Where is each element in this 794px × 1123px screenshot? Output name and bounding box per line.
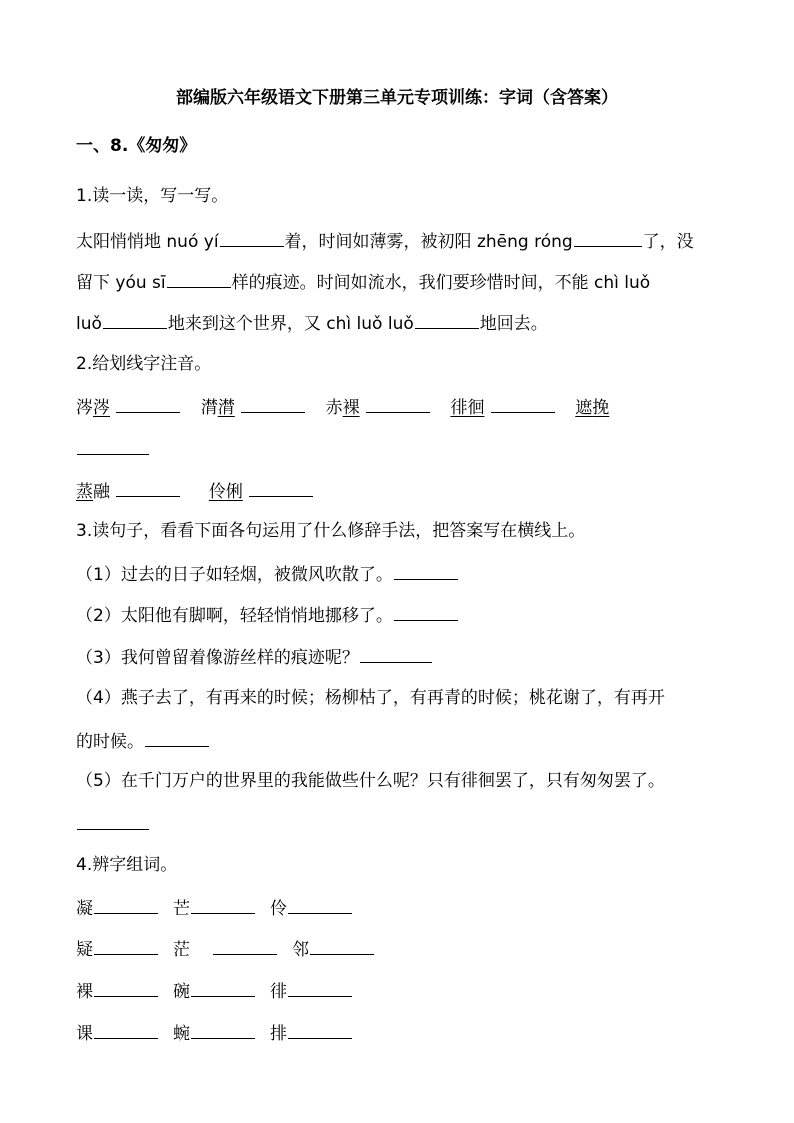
q1-line-2: 留下 yóu sī 样的痕迹。时间如流水，我们要珍惜时间，不能 chì luǒ bbox=[76, 269, 650, 295]
q3-sentence-1: （1）过去的日子如轻烟，被微风吹散了。 bbox=[76, 561, 459, 587]
word-2: 潸潸 bbox=[200, 398, 235, 418]
answer-blank[interactable] bbox=[94, 1020, 158, 1039]
answer-blank[interactable] bbox=[288, 1020, 352, 1039]
q3-sentence-5: （5）在千门万户的世界里的我能做些什么呢？只有徘徊罢了，只有匆匆罢了。 bbox=[76, 771, 665, 791]
answer-blank[interactable] bbox=[77, 436, 149, 455]
answer-blank[interactable] bbox=[116, 394, 180, 413]
answer-blank[interactable] bbox=[366, 394, 430, 413]
q1-line-3: luǒ 地来到这个世界，又 chì luǒ luǒ 地回去。 bbox=[76, 310, 548, 336]
answer-blank[interactable] bbox=[191, 1020, 255, 1039]
answer-blank[interactable] bbox=[145, 728, 209, 747]
word-6: 蒸融 bbox=[76, 482, 110, 502]
answer-blank[interactable] bbox=[394, 602, 458, 621]
q4-row-2: 疑 茫 邻 bbox=[76, 936, 375, 962]
word-1: 涔涔 bbox=[76, 398, 110, 418]
answer-blank[interactable] bbox=[191, 895, 255, 914]
q4-heading: 4.辨字组词。 bbox=[76, 855, 178, 875]
answer-blank[interactable] bbox=[116, 478, 180, 497]
q1-heading: 1.读一读，写一写。 bbox=[76, 186, 229, 206]
answer-blank[interactable] bbox=[167, 269, 231, 288]
q2-line-1 bbox=[76, 394, 609, 420]
section-heading: 一、8.《匆匆》 bbox=[76, 136, 197, 156]
q3-sentence-4b: 的时候。 bbox=[76, 728, 210, 754]
answer-blank[interactable] bbox=[191, 978, 255, 997]
q4-row-3: 裸 碗 徘 bbox=[76, 978, 353, 1004]
q4-row-1: 凝 芒 伶 bbox=[76, 895, 353, 921]
q2-line-2 bbox=[76, 436, 150, 462]
answer-blank[interactable] bbox=[249, 478, 313, 497]
page-title: 部编版六年级语文下册第三单元专项训练：字词（含答案） bbox=[176, 88, 618, 108]
q3-sentence-3: （3）我何曾留着像游丝样的痕迹呢？ bbox=[76, 644, 433, 670]
q3-sentence-5-blank bbox=[76, 811, 150, 837]
answer-blank[interactable] bbox=[394, 561, 458, 580]
answer-blank[interactable] bbox=[288, 978, 352, 997]
q2-line-3 bbox=[76, 478, 314, 504]
q1-line-1: 太阳悄悄地 nuó yí 着，时间如薄雾，被初阳 zhēng róng 了，没 bbox=[76, 228, 694, 254]
answer-blank[interactable] bbox=[241, 394, 305, 413]
word-7: 伶俐 bbox=[208, 482, 243, 502]
q3-sentence-4a: （4）燕子去了，有再来的时候；杨柳枯了，有再青的时候；桃花谢了，有再开 bbox=[76, 688, 665, 708]
answer-blank[interactable] bbox=[103, 310, 167, 329]
q3-heading: 3.读句子，看看下面各句运用了什么修辞手法，把答案写在横线上。 bbox=[76, 521, 586, 541]
word-4: 徘徊 bbox=[450, 398, 485, 418]
answer-blank[interactable] bbox=[213, 936, 277, 955]
answer-blank[interactable] bbox=[310, 936, 374, 955]
answer-blank[interactable] bbox=[288, 895, 352, 914]
word-5: 遮挽 bbox=[575, 398, 610, 418]
answer-blank[interactable] bbox=[360, 644, 432, 663]
q3-sentence-2: （2）太阳他有脚啊，轻轻悄悄地挪移了。 bbox=[76, 602, 459, 628]
answer-blank[interactable] bbox=[220, 228, 284, 247]
answer-blank[interactable] bbox=[77, 811, 149, 830]
q2-heading: 2.给划线字注音。 bbox=[76, 354, 212, 374]
answer-blank[interactable] bbox=[94, 978, 158, 997]
answer-blank[interactable] bbox=[94, 895, 158, 914]
word-3: 赤裸 bbox=[325, 398, 360, 418]
q4-row-4: 课 蜿 排 bbox=[76, 1020, 353, 1046]
answer-blank[interactable] bbox=[94, 936, 158, 955]
answer-blank[interactable] bbox=[415, 310, 479, 329]
answer-blank[interactable] bbox=[574, 228, 642, 247]
answer-blank[interactable] bbox=[491, 394, 555, 413]
